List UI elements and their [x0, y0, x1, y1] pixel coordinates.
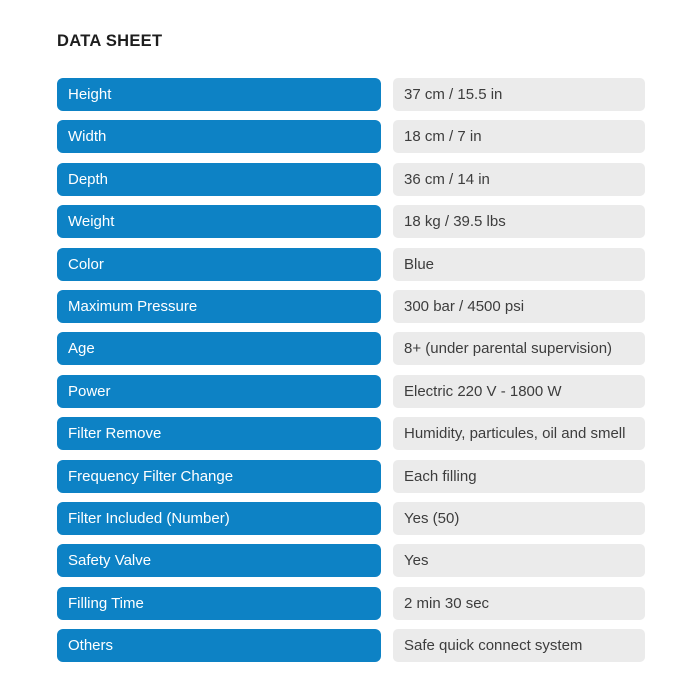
page-title: DATA SHEET [57, 32, 163, 50]
table-row [57, 248, 645, 281]
spec-label: Filter Remove [57, 417, 381, 450]
spec-label: Color [57, 248, 381, 281]
table-row [57, 163, 645, 196]
table-row [57, 587, 645, 620]
spec-value: Yes [393, 544, 645, 577]
spec-value: Humidity, particules, oil and smell [393, 417, 645, 450]
spec-label: Maximum Pressure [57, 290, 381, 323]
table-row [57, 629, 645, 662]
spec-value: 2 min 30 sec [393, 587, 645, 620]
spec-value: 37 cm / 15.5 in [393, 78, 645, 111]
table-row [57, 417, 645, 450]
spec-value: 36 cm / 14 in [393, 163, 645, 196]
spec-value: 18 kg / 39.5 lbs [393, 205, 645, 238]
spec-value: Safe quick connect system [393, 629, 645, 662]
spec-label: Age [57, 332, 381, 365]
spec-value: 8+ (under parental supervision) [393, 332, 645, 365]
table-row [57, 460, 645, 493]
table-row [57, 120, 645, 153]
spec-label: Width [57, 120, 381, 153]
table-row [57, 502, 645, 535]
spec-value: Yes (50) [393, 502, 645, 535]
spec-label: Depth [57, 163, 381, 196]
table-row [57, 332, 645, 365]
spec-value: Electric 220 V - 1800 W [393, 375, 645, 408]
spec-value: 18 cm / 7 in [393, 120, 645, 153]
spec-label: Power [57, 375, 381, 408]
table-row [57, 544, 645, 577]
spec-table [57, 78, 645, 662]
spec-label: Filling Time [57, 587, 381, 620]
table-row [57, 375, 645, 408]
spec-label: Others [57, 629, 381, 662]
table-row [57, 205, 645, 238]
spec-label: Frequency Filter Change [57, 460, 381, 493]
spec-label: Height [57, 78, 381, 111]
spec-value: Each filling [393, 460, 645, 493]
spec-label: Weight [57, 205, 381, 238]
spec-value: Blue [393, 248, 645, 281]
spec-label: Safety Valve [57, 544, 381, 577]
spec-label: Filter Included (Number) [57, 502, 381, 535]
spec-value: 300 bar / 4500 psi [393, 290, 645, 323]
table-row [57, 290, 645, 323]
table-row [57, 78, 645, 111]
